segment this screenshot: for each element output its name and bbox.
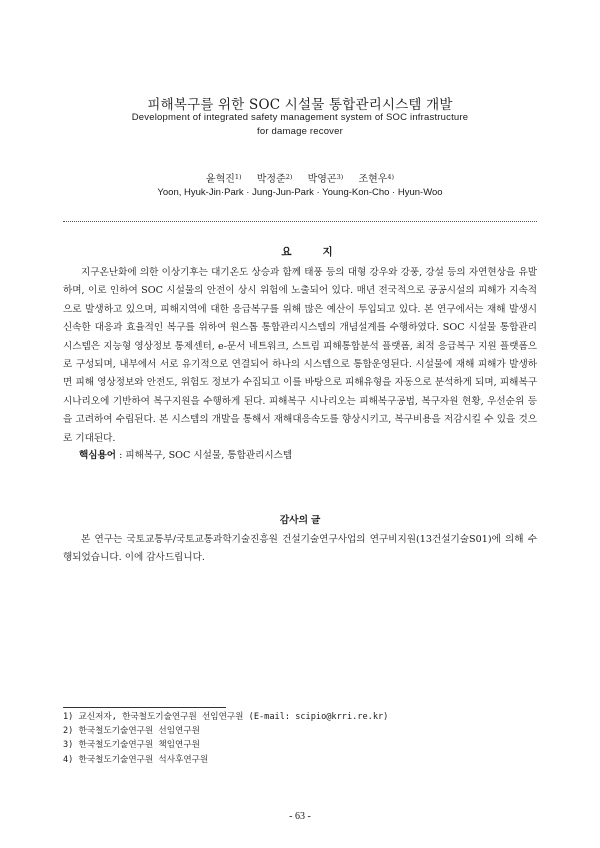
author-mark: 1) xyxy=(234,173,242,181)
page-number: - 63 - xyxy=(289,811,311,822)
footnote-item: 1) 교신저자, 한국철도기술연구원 선임연구원 (E-mail: scipio@krri.re.kr) xyxy=(63,712,389,722)
paper-title-korean: 피해복구를 위한 SOC 시설물 통합관리시스템 개발 xyxy=(147,97,453,113)
author-name: 박정준 xyxy=(256,174,286,185)
author-name: 조현우 xyxy=(358,174,388,185)
keywords-text: : 피해복구, SOC 시설물, 통합관리시스템 xyxy=(116,450,293,461)
abstract-heading: 요 지 xyxy=(281,246,347,258)
author-name: 박영곤 xyxy=(307,174,337,185)
acknowledgement-body: 본 연구는 국토교통부/국토교통과학기술진흥원 건설기술연구사업의 연구비지원(13건설기술S01)에 의해 수행되었습니다. 이에 감사드립니다. xyxy=(63,534,537,564)
acknowledgement-heading: 감사의 글 xyxy=(279,515,321,526)
author-mark: 3) xyxy=(336,173,344,181)
section-divider xyxy=(63,221,537,222)
footnotes xyxy=(63,710,388,767)
author-name: 윤혁진 xyxy=(205,174,235,185)
author-mark: 2) xyxy=(285,173,293,181)
footnote-item: 4) 한국철도기술연구원 석사후연구원 xyxy=(63,754,209,765)
footnote-item: 2) 한국철도기술연구원 선임연구원 xyxy=(63,726,200,737)
keywords xyxy=(79,447,292,461)
footnote-divider xyxy=(63,707,226,708)
authors-english: Yoon, Hyuk-Jin·Park · Jung-Jun-Park · Young-Kon-Cho · Hyun-Woo xyxy=(157,187,443,198)
footnote-item: 3) 한국철도기술연구원 책임연구원 xyxy=(63,740,200,751)
author-mark: 4) xyxy=(387,173,395,181)
authors-korean xyxy=(0,170,600,185)
paper-title-english-line1: Development of integrated safety management system of SOC infrastructure xyxy=(131,112,469,123)
paper-title-english-line2: for damage recover xyxy=(257,126,343,137)
abstract-body: 지구온난화에 의한 이상기후는 대기온도 상승과 함께 태풍 등의 대형 강우와 강풍, 강설 등의 자연현상을 유발하며, 이로 인하여 SOC 시설물의 안전이 상시 위험에 노출되어 있다. 매년 전국적으로 공공시설의 피해가 지속적으로 발생하고 있으며, 피해지역에 대한 응급복구를 위해 많은 예산이 투입되고 있다. 본 연구에서는 재해 발생시 신속한 대응과 효율적인 복구를 위하여 원스톱 통합관리시스템의 개념설계를 수행하였다. SOC 시설물 통합관리시스템은 지능형 영상정보 통제센터, e-문서 네트워크, 스트림 피해통합분석 플랫폼, 최적 응급복구 지원 플랫폼으로 구성되며, 내부에서 서로 유기적으로 연결되어 하나의 시스템으로 통합운영된다. 시설물에 재해 피해가 발생하면 피해 영상정보와 안전도, 위험도 정보가 수집되고 이를 바탕으로 피해유형을 자동으로 분석하게 되며, 피해복구 시나리오에 기반하여 복구지원을 수행하게 된다. 피해복구 시나리오는 피해복구공법, 복구자원 현황, 우선순위 등을 고려하여 수립된다. 본 시스템의 개발을 통해서 재해대응속도를 향상시키고, 복구비용을 저감시킬 수 있을 것으로 기대된다. xyxy=(63,267,537,444)
keywords-label: 핵심용어 xyxy=(79,450,117,461)
